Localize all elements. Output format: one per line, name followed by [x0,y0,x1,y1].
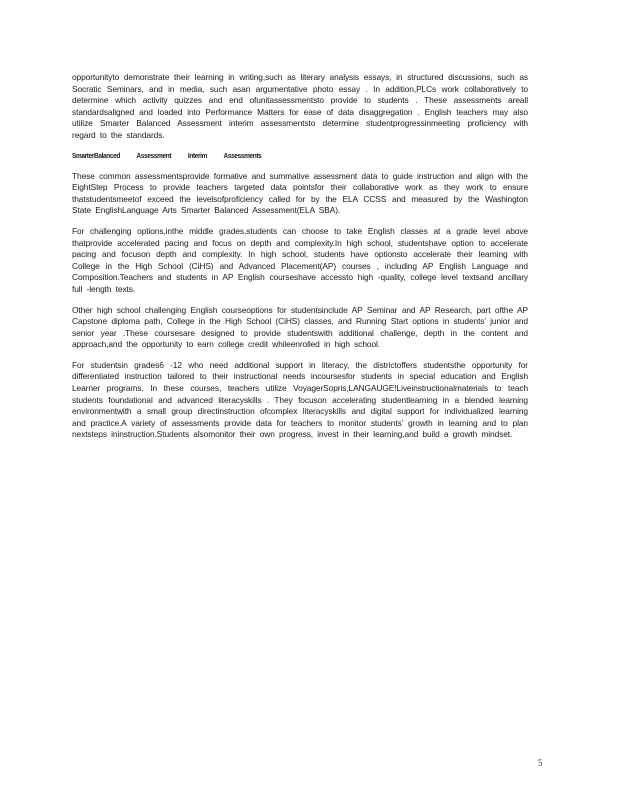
paragraph-literacy-support: For studentsin grades6 -12 who need additional support in literacy, the districtoffers studentsthe opportunity for differentiated instruction tailored to their instructional needs incoursesfor students in special education and English Learner programs. In these courses, teachers utilize VoyagerSopris,LANGAUGE!Liveinstructionalmaterials to teach students foundational and advanced literacyskills . They focuson accelerating studentlearning in a blended learning environmentwith a small group directinstruction ofcomplex literacyskills and digital support for individualized learning and practice.A variety of assessments provide data for teachers to monitor students’ growth in learning and to plan nextsteps ininstruction.Students alsomonitor their own progress, invest in their learning,and build a growth mindset. [72,359,528,440]
page-body [72,72,528,450]
page-number: 5 [538,758,543,768]
paragraph-common-assessments: These common assessmentsprovide formative and summative assessment data to guide instruction and align with the EightStep Process to provide teachers targeted data pointsfor their collaborative work as they work to ensure thatstudentsmeetof exceed the levelsofproficiency called for by the ELA CCSS and measured by the Washington State EnglishLanguage Arts Smarter Balanced Assessment(ELA SBA). [72,170,528,216]
paragraph-challenging-options: For challenging options,inthe middle grades,students can choose to take English classes at a grade level above thatprovide accelerated pacing and focus on depth and complexity.In high school, studentshave option to accelerate pacing and focuson depth and complexity. In high school, students have optionsto accelerate their learning with College in the High School (CiHS) and Advanced Placement(AP) courses , including AP English Language and Composition.Teachers and students in AP English courseshave accessto high -quality, college level textsand ancillary full -length texts. [72,225,528,294]
paragraph-other-courses: Other high school challenging English courseoptions for studentsinclude AP Seminar and AP Research, part ofthe AP Capstone diploma path, College in the High School (CiHS) classes, and Running Start options in students’ junior and senior year .These coursesare designed to provide studentswith additional challenge, depth in the content and approach,and the opportunity to earn college credit whileenrolled in high school. [72,304,528,350]
section-heading: SmarterBalanced Assessment Interim Assessments [72,150,262,160]
paragraph-intro: opportunityto demonstrate their learning in writing,such as literary analysis essays, in structured discussions, such as Socratic Seminars, and in media, such asan argumentative photo essay . In addition,PLCs work collaboratively to determine which activity quizzes and end ofunitassessmentsto provide to students . These assessments areall standardsaligned and loaded into Performance Matters for ease of data disaggregation . English teachers may also utilize Smarter Balanced Assessment interim assessmentsto determine studentprogressinmeeting proficiency with regard to the standards. [72,72,528,140]
